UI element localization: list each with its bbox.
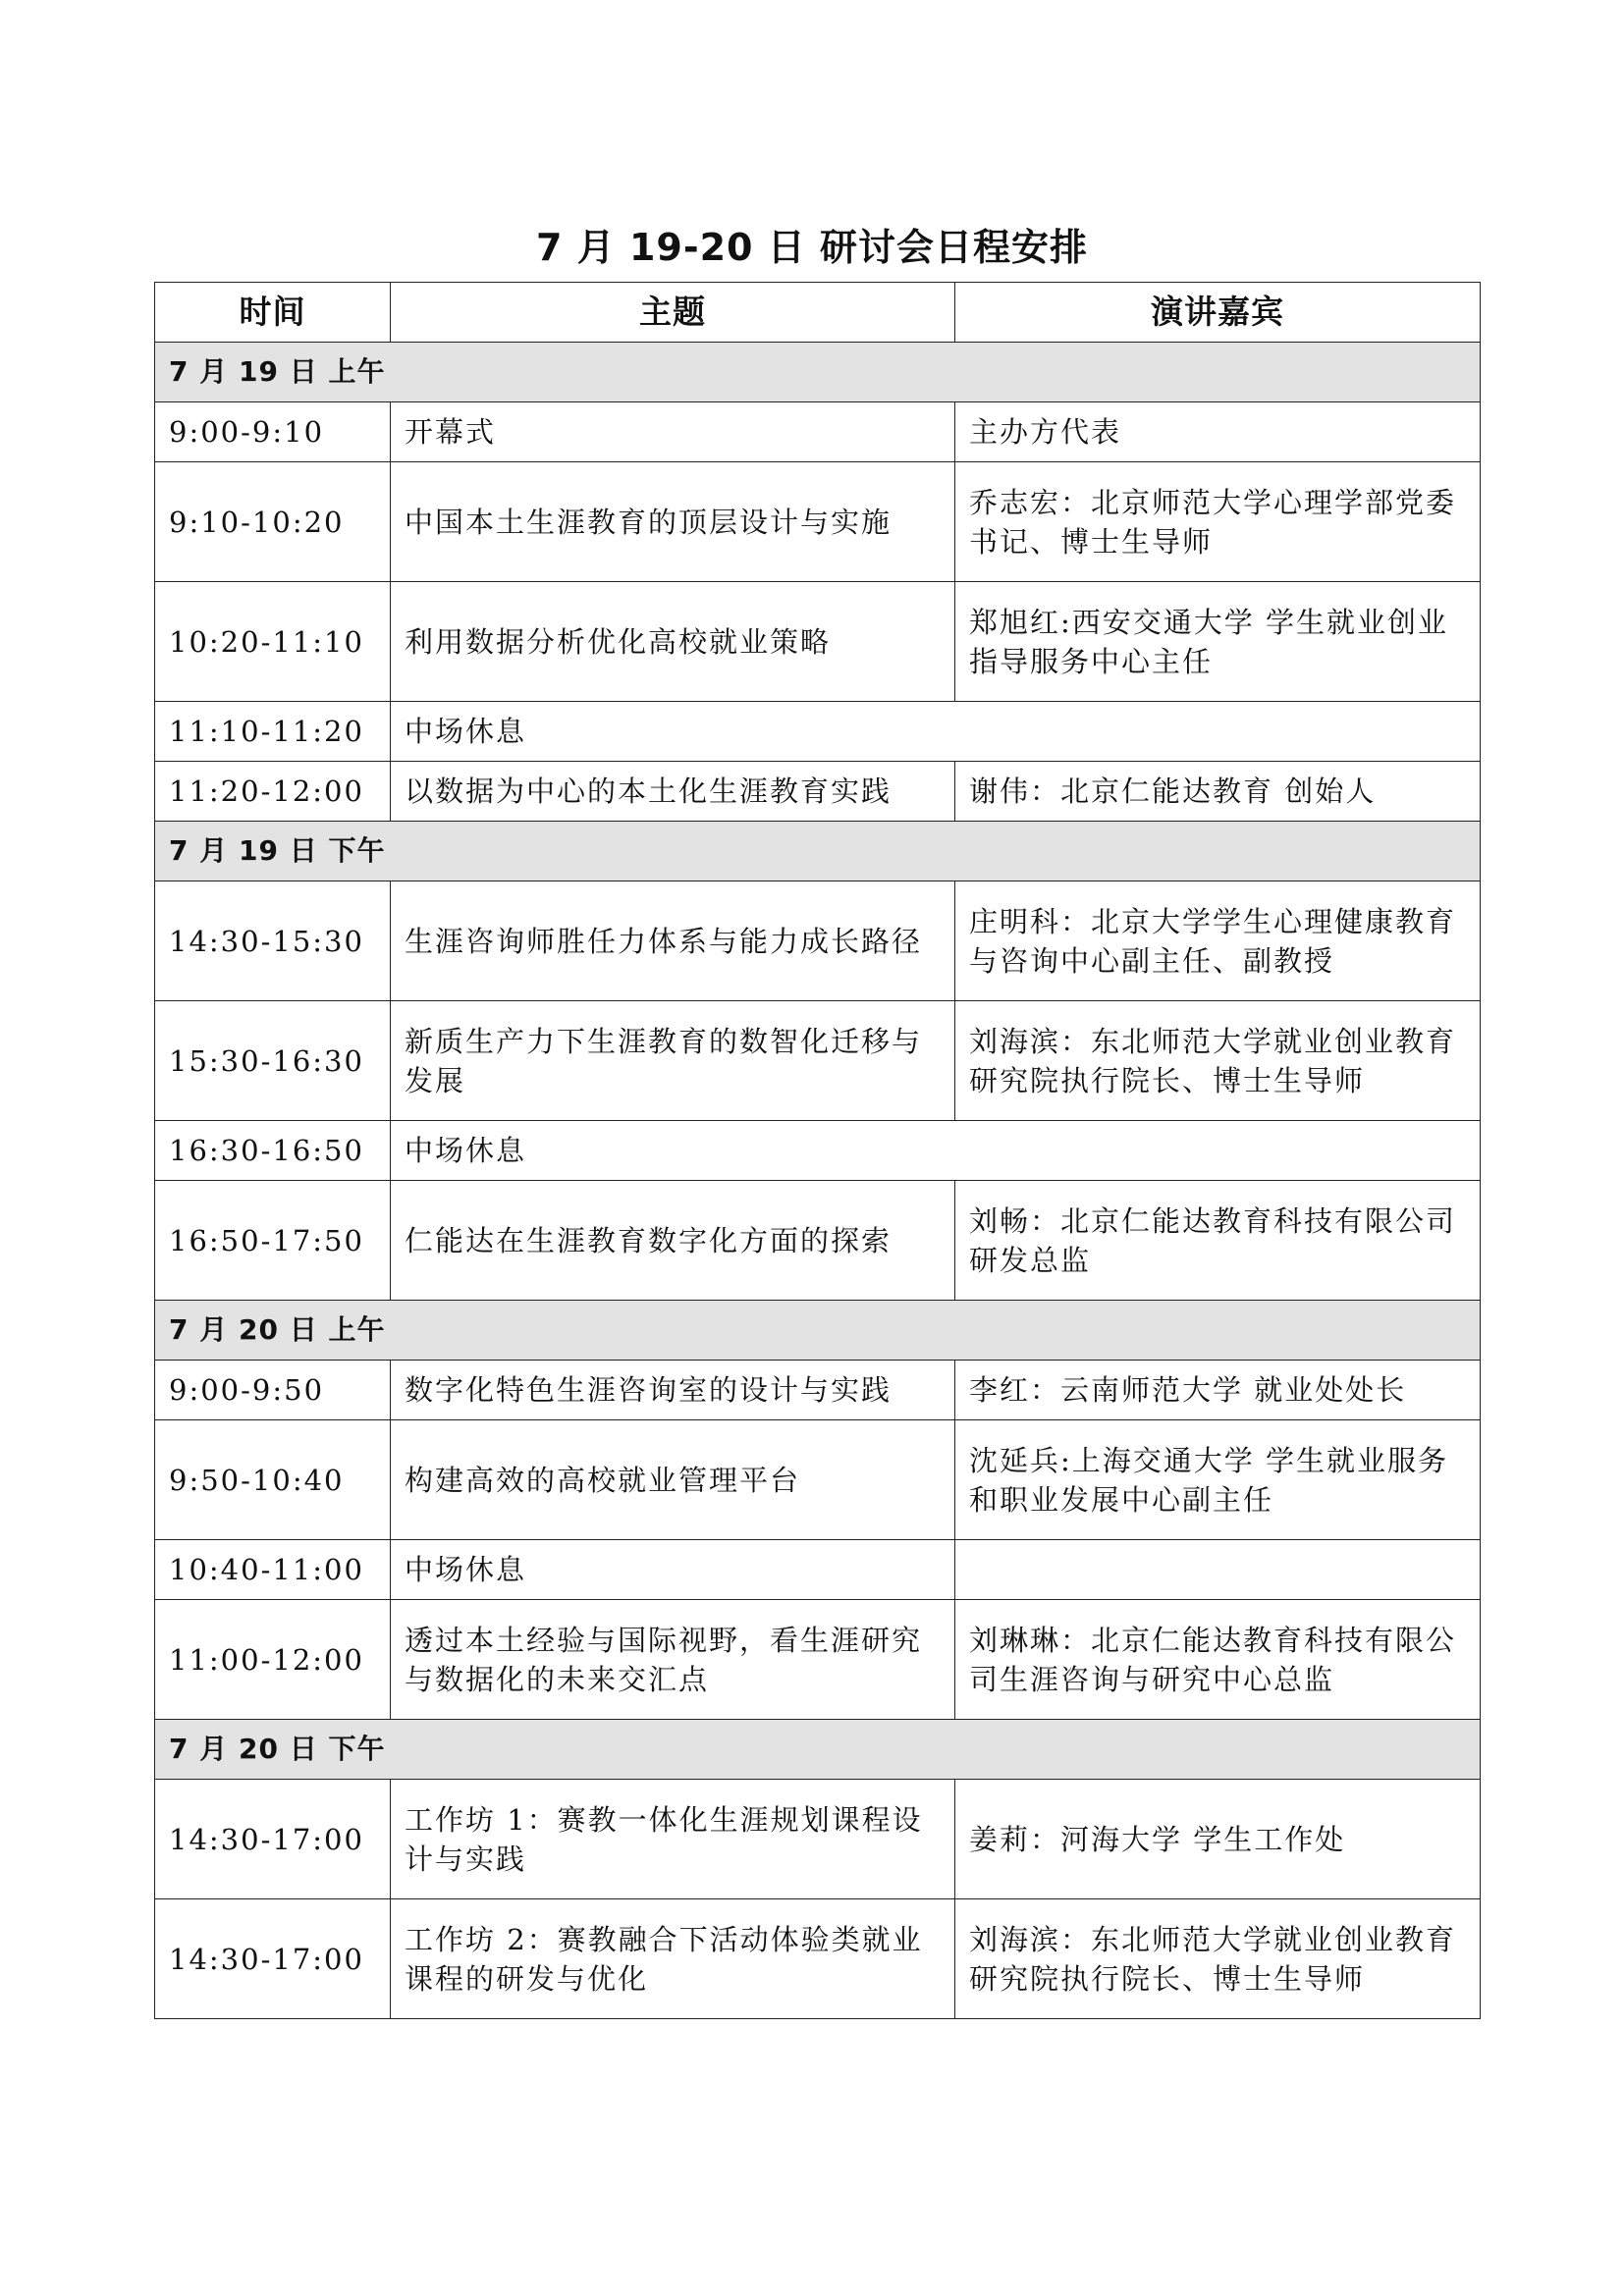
section-label: 7 月 20 日 下午 <box>155 1720 1481 1780</box>
table-row <box>155 1780 1481 1899</box>
table-row <box>155 1001 1481 1121</box>
speaker-cell: 郑旭红:西安交通大学 学生就业创业指导服务中心主任 <box>955 582 1481 702</box>
section-header-row <box>155 1301 1481 1361</box>
table-row-break <box>155 1540 1481 1600</box>
topic-cell: 工作坊 1：赛教一体化生涯规划课程设计与实践 <box>391 1780 955 1899</box>
table-row-break <box>155 702 1481 762</box>
table-row-break <box>155 1121 1481 1181</box>
topic-cell: 生涯咨询师胜任力体系与能力成长路径 <box>391 881 955 1001</box>
table-row <box>155 1181 1481 1301</box>
topic-cell: 工作坊 2：赛教融合下活动体验类就业课程的研发与优化 <box>391 1899 955 2019</box>
schedule-table <box>154 282 1481 2019</box>
table-row <box>155 1361 1481 1420</box>
time-cell: 14:30-15:30 <box>155 881 391 1001</box>
topic-cell: 中国本土生涯教育的顶层设计与实施 <box>391 462 955 582</box>
topic-cell: 中场休息 <box>391 702 1481 762</box>
speaker-cell: 刘海滨：东北师范大学就业创业教育研究院执行院长、博士生导师 <box>955 1001 1481 1121</box>
topic-cell: 以数据为中心的本土化生涯教育实践 <box>391 762 955 822</box>
header-speaker: 演讲嘉宾 <box>955 283 1481 343</box>
time-cell: 10:40-11:00 <box>155 1540 391 1600</box>
topic-cell: 数字化特色生涯咨询室的设计与实践 <box>391 1361 955 1420</box>
time-cell: 11:10-11:20 <box>155 702 391 762</box>
topic-cell: 构建高效的高校就业管理平台 <box>391 1420 955 1540</box>
speaker-cell: 乔志宏：北京师范大学心理学部党委书记、博士生导师 <box>955 462 1481 582</box>
section-header-row <box>155 343 1481 402</box>
section-label: 7 月 19 日 下午 <box>155 822 1481 881</box>
speaker-cell: 刘琳琳：北京仁能达教育科技有限公司生涯咨询与研究中心总监 <box>955 1600 1481 1720</box>
time-cell: 9:10-10:20 <box>155 462 391 582</box>
table-row <box>155 582 1481 702</box>
section-label: 7 月 20 日 上午 <box>155 1301 1481 1361</box>
time-cell: 11:00-12:00 <box>155 1600 391 1720</box>
topic-cell: 中场休息 <box>391 1121 1481 1181</box>
table-row <box>155 1420 1481 1540</box>
section-label: 7 月 19 日 上午 <box>155 343 1481 402</box>
section-header-row <box>155 822 1481 881</box>
time-cell: 11:20-12:00 <box>155 762 391 822</box>
section-header-row <box>155 1720 1481 1780</box>
topic-cell: 利用数据分析优化高校就业策略 <box>391 582 955 702</box>
table-row <box>155 762 1481 822</box>
time-cell: 14:30-17:00 <box>155 1780 391 1899</box>
header-topic: 主题 <box>391 283 955 343</box>
speaker-cell: 姜莉：河海大学 学生工作处 <box>955 1780 1481 1899</box>
speaker-cell: 庄明科：北京大学学生心理健康教育与咨询中心副主任、副教授 <box>955 881 1481 1001</box>
header-row <box>155 283 1481 343</box>
speaker-cell: 刘畅：北京仁能达教育科技有限公司研发总监 <box>955 1181 1481 1301</box>
time-cell: 16:30-16:50 <box>155 1121 391 1181</box>
table-row <box>155 881 1481 1001</box>
time-cell: 15:30-16:30 <box>155 1001 391 1121</box>
speaker-cell <box>955 1540 1481 1600</box>
speaker-cell: 刘海滨：东北师范大学就业创业教育研究院执行院长、博士生导师 <box>955 1899 1481 2019</box>
speaker-cell: 谢伟：北京仁能达教育 创始人 <box>955 762 1481 822</box>
topic-cell: 中场休息 <box>391 1540 955 1600</box>
header-time: 时间 <box>155 283 391 343</box>
time-cell: 9:00-9:50 <box>155 1361 391 1420</box>
page-title: 7 月 19-20 日 研讨会日程安排 <box>536 226 1088 269</box>
time-cell: 16:50-17:50 <box>155 1181 391 1301</box>
speaker-cell: 主办方代表 <box>955 402 1481 462</box>
topic-cell: 透过本土经验与国际视野，看生涯研究与数据化的未来交汇点 <box>391 1600 955 1720</box>
time-cell: 10:20-11:10 <box>155 582 391 702</box>
time-cell: 9:50-10:40 <box>155 1420 391 1540</box>
table-row <box>155 462 1481 582</box>
topic-cell: 仁能达在生涯教育数字化方面的探索 <box>391 1181 955 1301</box>
speaker-cell: 李红：云南师范大学 就业处处长 <box>955 1361 1481 1420</box>
table-row <box>155 1600 1481 1720</box>
table-row <box>155 1899 1481 2019</box>
table-row <box>155 402 1481 462</box>
speaker-cell: 沈延兵:上海交通大学 学生就业服务和职业发展中心副主任 <box>955 1420 1481 1540</box>
time-cell: 9:00-9:10 <box>155 402 391 462</box>
time-cell: 14:30-17:00 <box>155 1899 391 2019</box>
topic-cell: 新质生产力下生涯教育的数智化迁移与发展 <box>391 1001 955 1121</box>
topic-cell: 开幕式 <box>391 402 955 462</box>
